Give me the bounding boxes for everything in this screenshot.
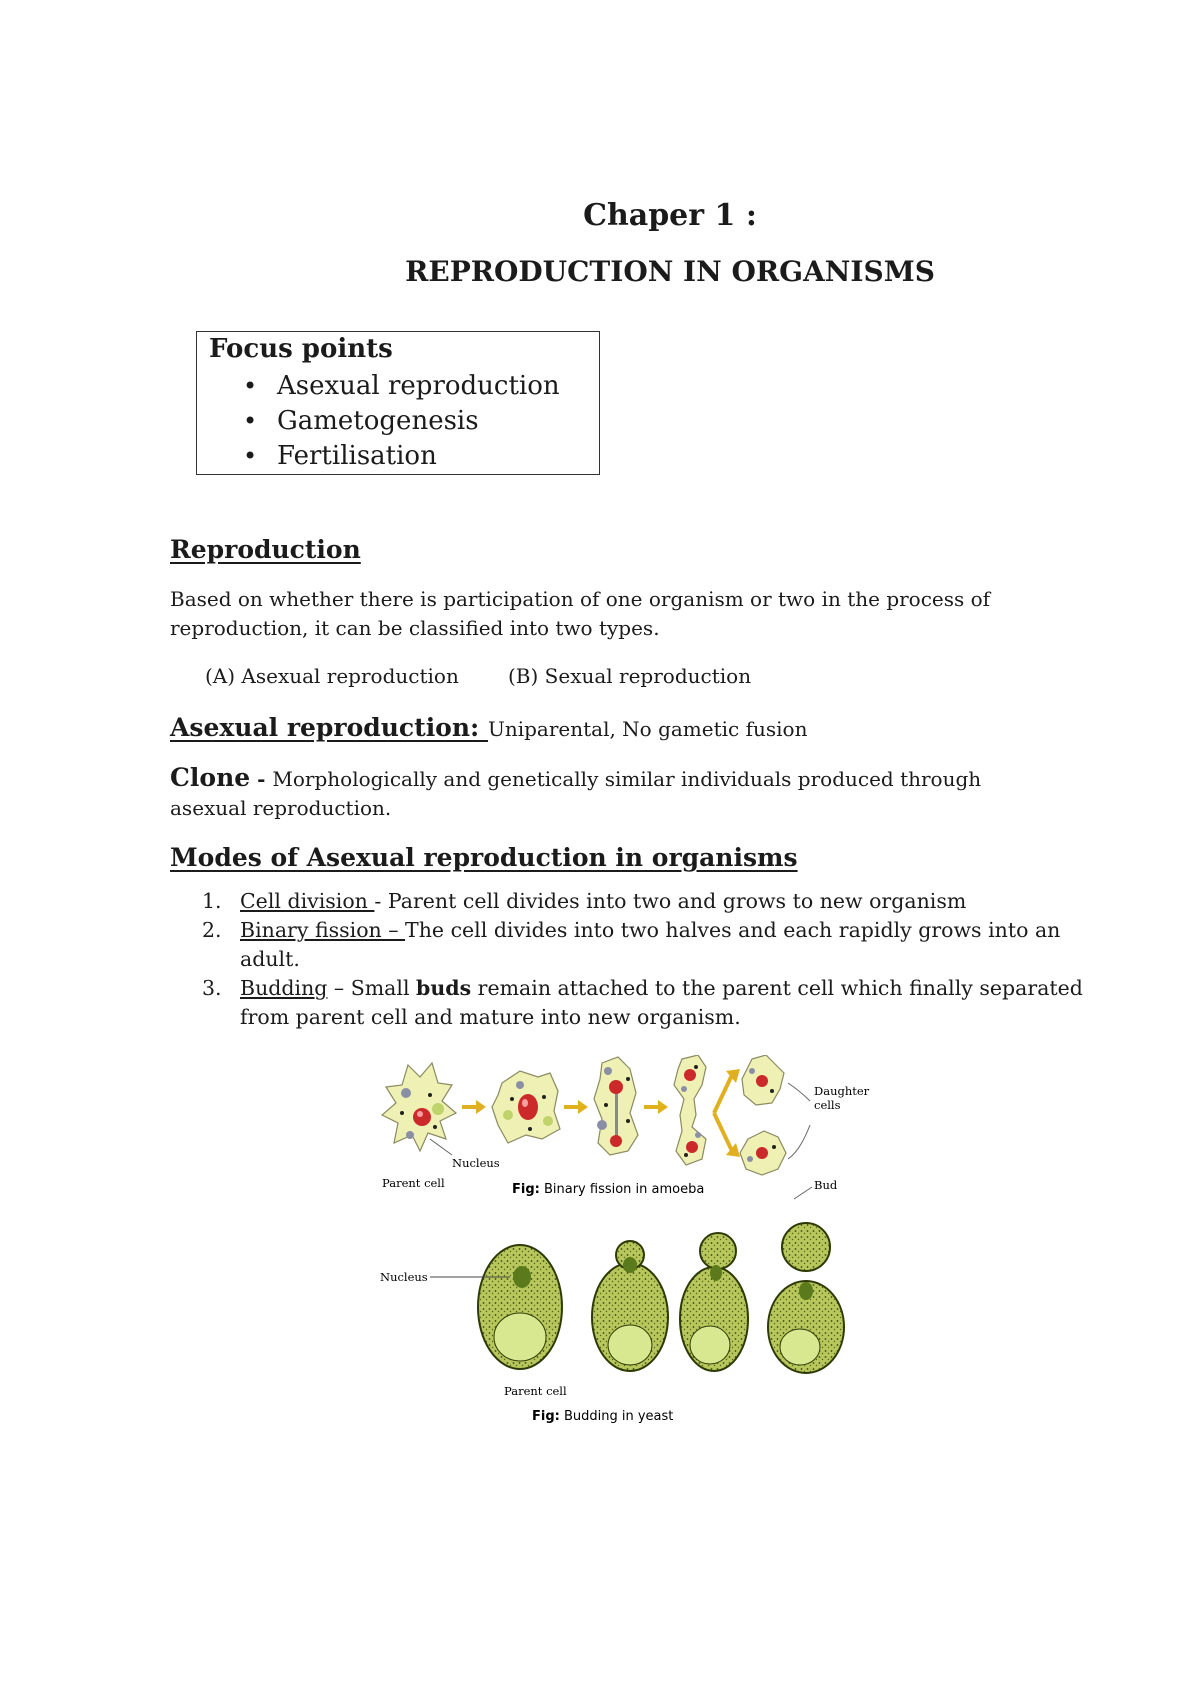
asexual-heading: Asexual reproduction: — [170, 713, 488, 742]
item-term: Budding — [240, 976, 328, 1000]
list-item — [202, 974, 1102, 1032]
clone-dash: - — [250, 767, 273, 791]
amoeba-stage-2 — [492, 1071, 560, 1143]
label-line — [794, 1187, 812, 1199]
parent-cell-label: Parent cell — [382, 1176, 445, 1190]
daughter-label: Daughter — [814, 1084, 870, 1098]
nucleus-label: Nucleus — [452, 1156, 500, 1170]
amoeba-caption — [512, 1182, 704, 1197]
yeast-nucleus-label: Nucleus — [380, 1270, 428, 1284]
clone-text: Morphologically and genetically similar individuals produced through asexual reproduction. — [170, 767, 982, 820]
reproduction-figure — [380, 1055, 940, 1445]
yeast-parent-label: Parent cell — [504, 1384, 567, 1398]
focus-list — [239, 369, 560, 474]
focus-item: • Gametogenesis — [239, 404, 560, 439]
yeast-cell-2 — [592, 1241, 668, 1371]
arrow-icon — [462, 1100, 486, 1114]
yeast-cell-4 — [768, 1223, 844, 1373]
clone-term: Clone — [170, 763, 251, 792]
amoeba-parent-cell — [382, 1063, 456, 1151]
item-text: – Small — [327, 976, 417, 1000]
focus-item: • Fertilisation — [239, 439, 560, 474]
item-term: Binary fission – — [240, 918, 406, 942]
split-arrows-icon — [714, 1069, 740, 1157]
caption-prefix: Fig: — [512, 1182, 540, 1197]
item-text: - Parent cell divides into two and grows to new organism — [374, 889, 967, 913]
cells-label: cells — [814, 1098, 841, 1112]
modes-list — [202, 887, 1102, 1032]
reproduction-heading: Reproduction — [170, 535, 361, 564]
list-item — [202, 916, 1102, 974]
focus-heading: Focus points — [209, 334, 393, 364]
item-text: remain attached to the parent cell which finally separated from parent cell and mature into new organism. — [240, 976, 1083, 1029]
daughter-cell-top — [742, 1055, 784, 1105]
item-text: The cell divides into two halves and each rapidly grows into an adult. — [240, 918, 1061, 971]
item-number: 3. — [202, 976, 222, 1000]
label-line — [430, 1139, 452, 1155]
caption-prefix: Fig: — [532, 1409, 560, 1424]
item-number: 1. — [202, 889, 222, 913]
caption-text: Binary fission in amoeba — [539, 1182, 705, 1197]
asexual-text: Uniparental, No gametic fusion — [487, 717, 808, 741]
focus-item: • Asexual reproduction — [239, 369, 560, 404]
yeast-cell-3 — [680, 1233, 748, 1371]
chapter-title: REPRODUCTION IN ORGANISMS — [405, 255, 935, 288]
reproduction-intro: Based on whether there is participation of one organism or two in the process of reproduction, it can be classified into two types. — [170, 587, 991, 640]
modes-heading: Modes of Asexual reproduction in organisms — [170, 843, 798, 872]
bud-label: Bud — [814, 1178, 838, 1192]
type-b: (B) Sexual reproduction — [508, 664, 752, 688]
amoeba-stage-4 — [674, 1055, 706, 1165]
yeast-cell-1 — [478, 1245, 562, 1369]
caption-text: Budding in yeast — [559, 1409, 674, 1424]
focus-points-box — [196, 331, 600, 475]
item-term: Cell division — [240, 889, 375, 913]
yeast-caption — [532, 1409, 673, 1424]
item-number: 2. — [202, 918, 222, 942]
chapter-number: Chaper 1 : — [583, 198, 757, 233]
amoeba-stage-3 — [594, 1057, 638, 1155]
daughter-cell-bottom — [740, 1131, 786, 1175]
clone-definition — [170, 763, 1050, 823]
arrow-icon — [644, 1100, 668, 1114]
type-a: (A) Asexual reproduction — [205, 664, 459, 688]
item-bold: buds — [416, 976, 472, 1000]
list-item — [202, 887, 1102, 916]
arrow-icon — [564, 1100, 588, 1114]
asexual-line — [170, 713, 807, 744]
label-line — [788, 1083, 810, 1159]
